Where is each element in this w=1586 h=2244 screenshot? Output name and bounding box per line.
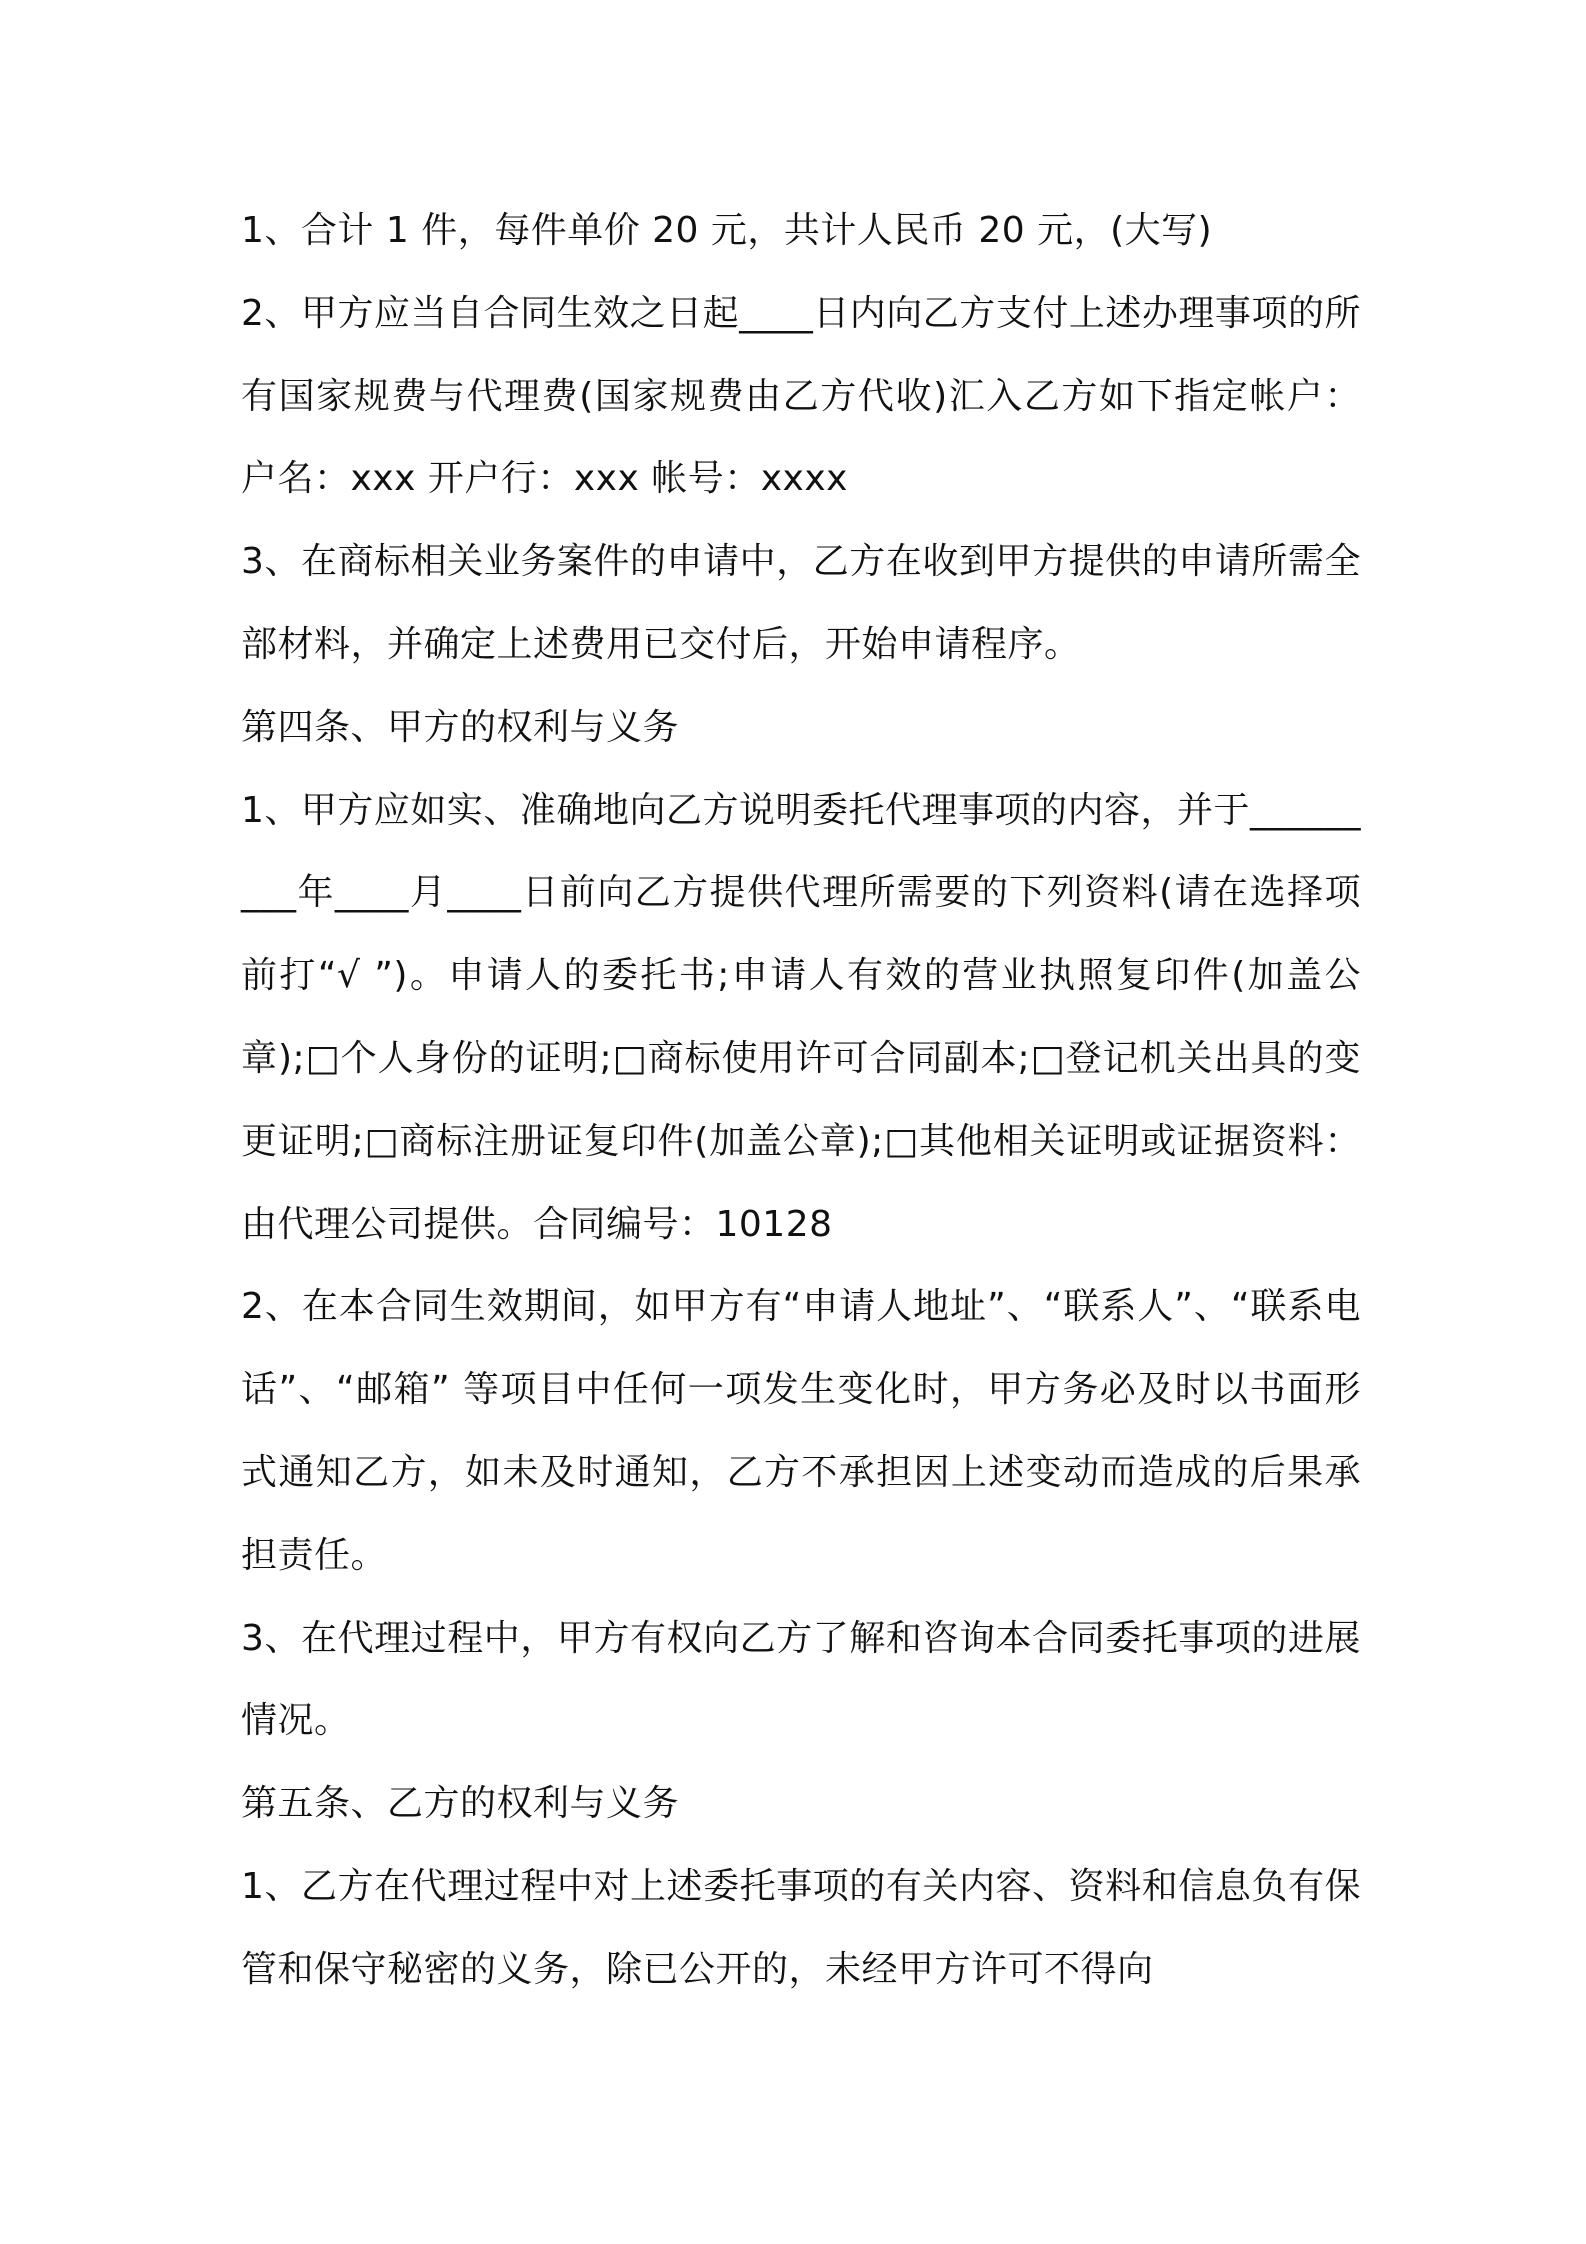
section-heading-article-4: 第四条、甲方的权利与义务 (241, 706, 680, 748)
document-body (241, 190, 1361, 2012)
section-heading-article-5: 第五条、乙方的权利与义务 (241, 1783, 680, 1825)
clause-party-b-confidentiality: 1、乙方在代理过程中对上述委托事项的有关内容、资料和信息负有保管和保守秘密的义务，除已公开的，未经甲方许可不得向 (241, 1865, 1361, 1990)
clause-party-a-materials: 1、甲方应如实、准确地向乙方说明委托代理事项的内容，并于_________年____月____日前向乙方提供代理所需要的下列资料(请在选择项前打“√ ”)。申请人的委托书;申请人有效的营业执照复印件(加盖公章);□个人身份的证明;□商标使用许可合同副本;□登记机关出具的变更证明;□商标注册证复印件(加盖公章);□其他相关证明或证据资料：由代理公司提供。合同编号：10128 (241, 789, 1361, 1245)
clause-payment-deadline: 2、甲方应当自合同生效之日起____日内向乙方支付上述办理事项的所有国家规费与代理费(国家规费由乙方代收)汇入乙方如下指定帐户：户名：xxx 开户行：xxx 帐号：xxxx (241, 292, 1361, 500)
clause-payment-total: 1、合计 1 件，每件单价 20 元，共计人民币 20 元，(大写) (241, 210, 1213, 251)
clause-party-a-notification: 2、在本合同生效期间，如甲方有“申请人地址”、“联系人”、“联系电话”、“邮箱” 等项目中任何一项发生变化时，甲方务必及时以书面形式通知乙方，如未及时通知，乙方不承担因上述变动而造成的后果承担责任。 (241, 1286, 1361, 1576)
clause-party-a-inquiry: 3、在代理过程中，甲方有权向乙方了解和咨询本合同委托事项的进展情况。 (241, 1617, 1361, 1742)
clause-application-start: 3、在商标相关业务案件的申请中，乙方在收到甲方提供的申请所需全部材料，并确定上述费用已交付后，开始申请程序。 (241, 541, 1361, 665)
